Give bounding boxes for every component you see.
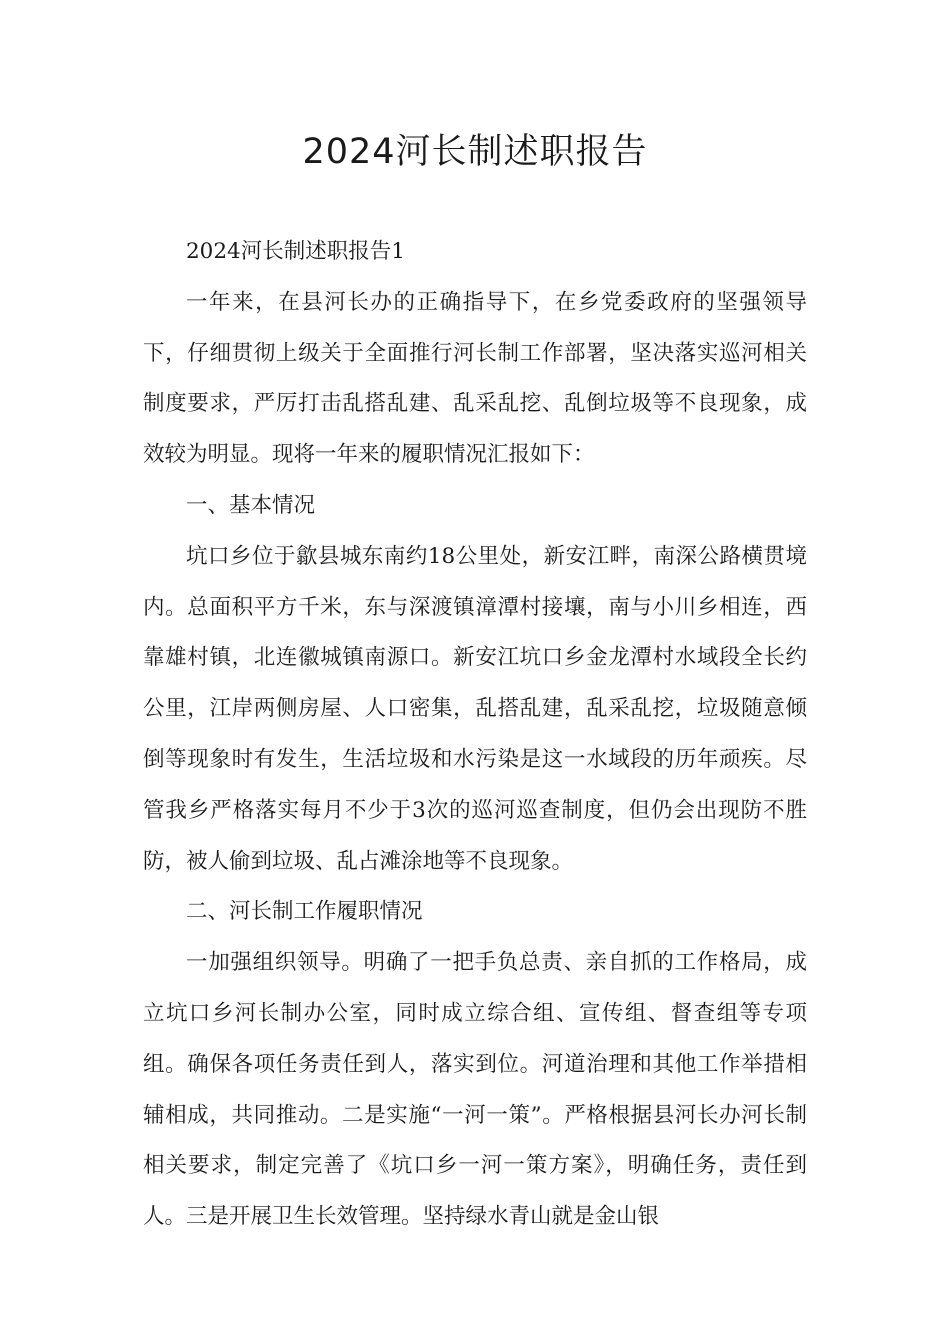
section-heading-duty-performance: 二、河长制工作履职情况 — [186, 899, 423, 925]
intro-paragraph: 一年来，在县河长办的正确指导下，在乡党委政府的坚强领导下，仔细贯彻上级关于全面推行河长制工作部署，坚决落实巡河相关制度要求，严厉打击乱搭乱建、乱采乱挖、乱倒垃圾等不良现象，成效较为明显。现将一年来的履职情况汇报如下： — [143, 289, 807, 468]
section-heading-basic-situation: 一、基本情况 — [186, 492, 316, 518]
document-title: 2024河长制述职报告 — [302, 132, 648, 172]
basic-situation-paragraph: 坑口乡位于歙县城东南约18公里处，新安江畔，南深公路横贯境内。总面积平方千米，东与深渡镇漳潭村接壤，南与小川乡相连，西靠雄村镇，北连徽城镇南源口。新安江坑口乡金龙潭村水域段全长约公里，江岸两侧房屋、人口密集，乱搭乱建，乱采乱挖，垃圾随意倾倒等现象时有发生，生活垃圾和水污染是这一水域段的历年顽疾。尽管我乡严格落实每月不少于3次的巡河巡查制度，但仍会出现防不胜防，被人偷到垃圾、乱占滩涂地等不良现象。 — [143, 543, 807, 874]
duty-performance-paragraph: 一加强组织领导。明确了一把手负总责、亲自抓的工作格局，成立坑口乡河长制办公室，同时成立综合组、宣传组、督查组等专项组。确保各项任务责任到人，落实到位。河道治理和其他工作举措相辅相成，共同推动。二是实施“一河一策”。严格根据县河长办河长制相关要求，制定完善了《坑口乡一河一策方案》，明确任务，责任到人。三是开展卫生长效管理。坚持绿水青山就是金山银 — [143, 950, 807, 1230]
report-subtitle: 2024河长制述职报告1 — [186, 239, 405, 264]
document-body — [143, 227, 807, 1243]
